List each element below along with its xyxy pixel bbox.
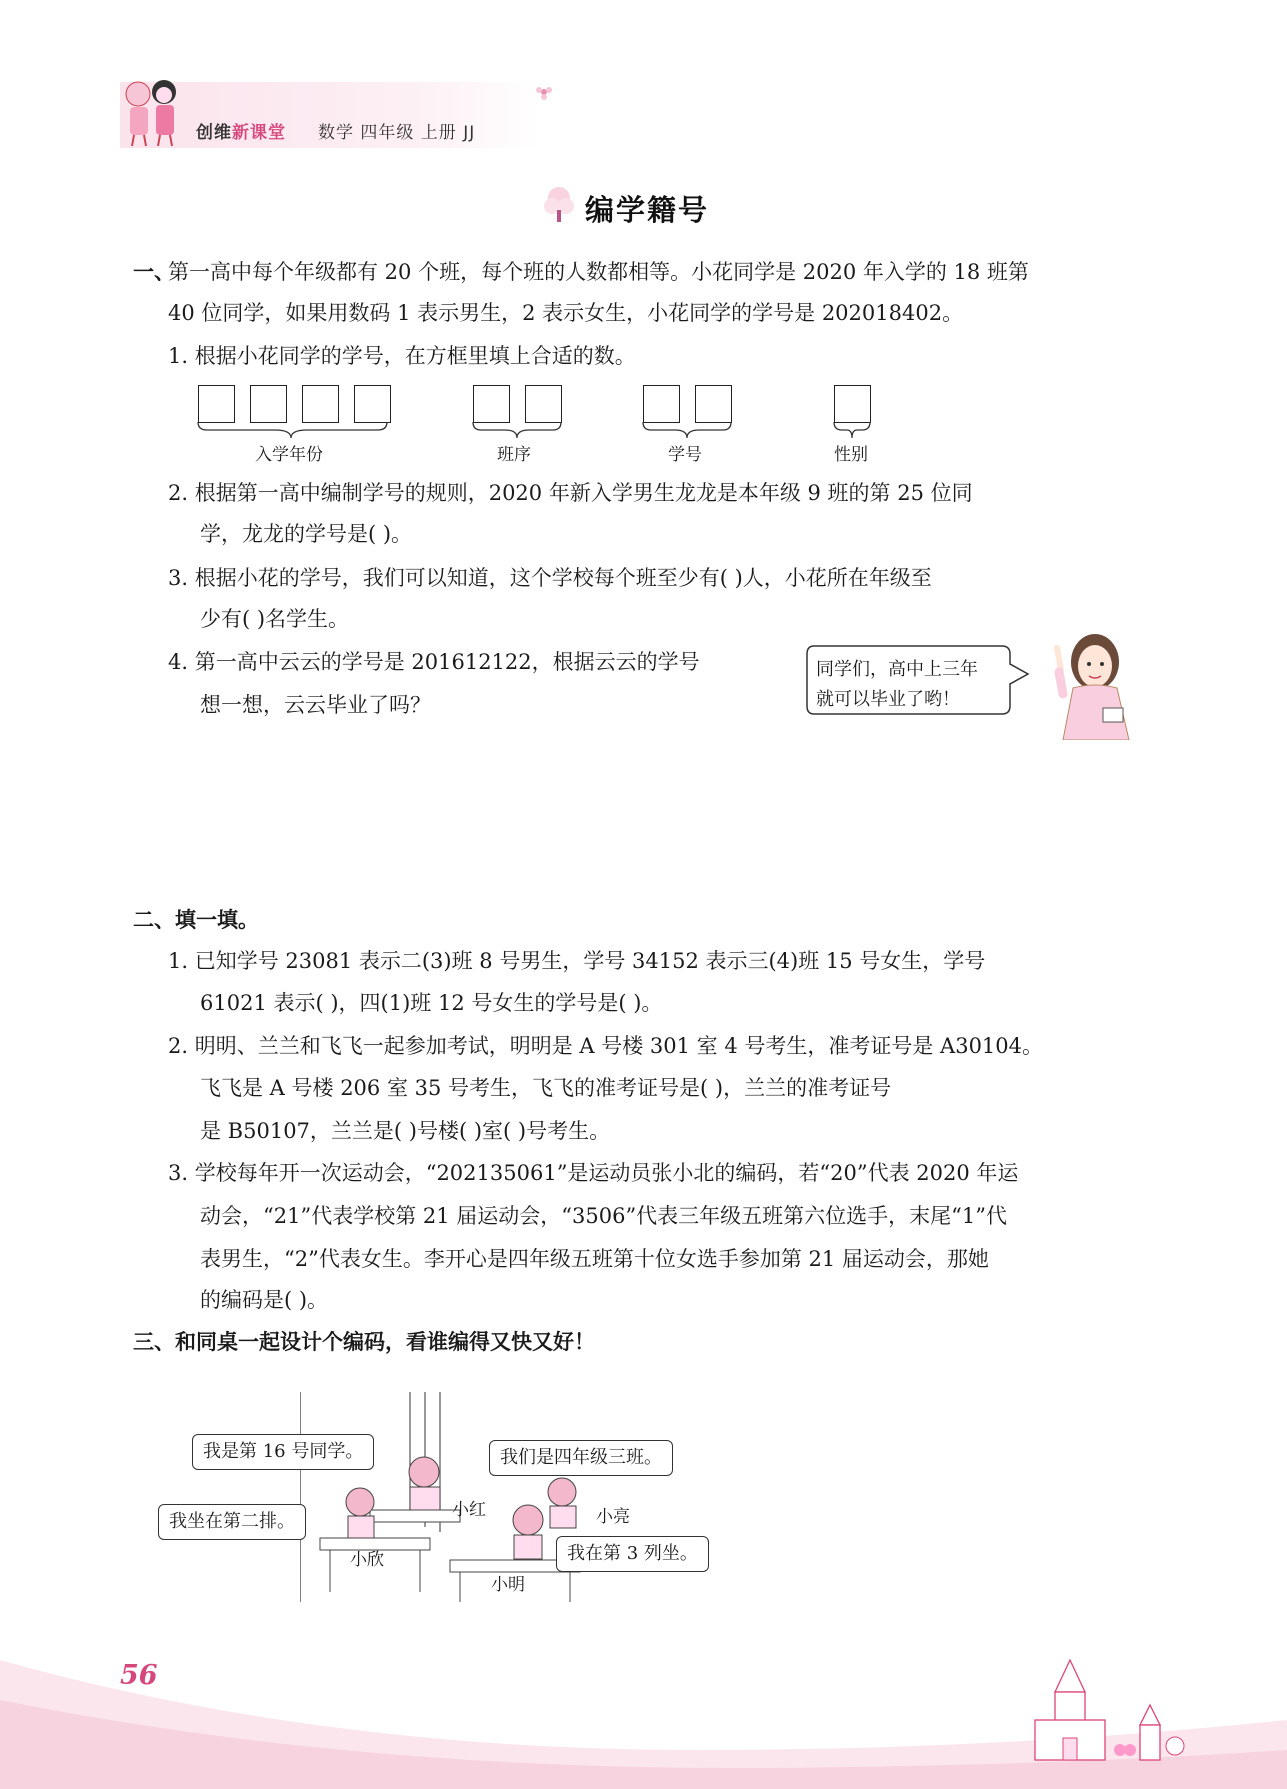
answer-box-number-2[interactable]: [695, 385, 732, 423]
s2-question-3d: 的编码是( )。: [200, 1288, 329, 1312]
teacher-illustration: [1045, 628, 1137, 740]
s2-question-1a: 1. 已知学号 23081 表示二(3)班 8 号男生，学号 34152 表示三(4)班 15 号女生，学号: [168, 949, 986, 973]
s2-question-2b: 飞飞是 A 号楼 206 室 35 号考生，飞飞的准考证号是( )，兰兰的准考证号: [200, 1076, 892, 1100]
s1-question-3b: 少有( )名学生。: [200, 607, 350, 631]
answer-box-year-3[interactable]: [302, 385, 339, 423]
answer-box-year-4[interactable]: [354, 385, 391, 423]
s1-question-4b: 想一想，云云毕业了吗？: [200, 693, 431, 717]
page-number: 56: [120, 1660, 158, 1691]
s1-question-4a: 4. 第一高中云云的学号是 201612122，根据云云的学号: [168, 650, 700, 674]
label-gender: 性别: [834, 445, 868, 465]
answer-box-gender[interactable]: [834, 385, 871, 423]
s2-question-1b: 61021 表示( )，四(1)班 12 号女生的学号是( )。: [200, 991, 663, 1015]
flower-icon: [534, 82, 554, 102]
bubble-student-16: 我是第 16 号同学。: [192, 1434, 374, 1470]
s2-question-3c: 表男生，“2”代表女生。李开心是四年级五班第十位女选手参加第 21 届运动会，那她: [200, 1247, 989, 1271]
girls-illustration: [116, 74, 194, 148]
section-3-heading: 三、和同桌一起设计个编码，看谁编得又快又好！: [133, 1330, 595, 1354]
s2-question-2a: 2. 明明、兰兰和飞飞一起参加考试，明明是 A 号楼 301 室 4 号考生，准考证号是 A30104。: [168, 1034, 1044, 1058]
answer-box-year-1[interactable]: [198, 385, 235, 423]
bubble-third-column: 我在第 3 列坐。: [556, 1536, 709, 1572]
book-subtitle: 数学 四年级 上册 JJ: [318, 123, 476, 143]
section-2-heading: 二、填一填。: [133, 908, 259, 932]
name-xiaoliang: 小亮: [596, 1507, 630, 1527]
page-title: 编学籍号: [585, 193, 710, 227]
answer-box-number-1[interactable]: [643, 385, 680, 423]
s2-question-2c: 是 B50107，兰兰是( )号楼( )室( )号考生。: [200, 1119, 611, 1143]
name-xiaoxin: 小欣: [350, 1550, 384, 1570]
bubble-second-row: 我坐在第二排。: [158, 1504, 306, 1540]
label-number: 学号: [668, 445, 702, 465]
s1-question-1: 1. 根据小花同学的学号，在方框里填上合适的数。: [168, 344, 636, 368]
label-class: 班序: [497, 445, 531, 465]
s2-question-3a: 3. 学校每年开一次运动会，“202135061”是运动员张小北的编码，若“20”代表 2020 年运: [168, 1161, 1019, 1185]
s1-question-3a: 3. 根据小花的学号，我们可以知道，这个学校每个班至少有( )人，小花所在年级至: [168, 566, 932, 590]
s1-intro-line1: 第一高中每个年级都有 20 个班，每个班的人数都相等。小花同学是 2020 年入学的 18 班第: [168, 260, 1029, 284]
section-1-heading: 一、: [133, 260, 175, 284]
teacher-bubble-text: [816, 655, 978, 715]
answer-box-year-2[interactable]: [250, 385, 287, 423]
s1-question-2b: 学，龙龙的学号是( )。: [200, 522, 413, 546]
answer-box-class-1[interactable]: [473, 385, 510, 423]
brand: 创维新课堂: [196, 123, 286, 143]
tree-icon: [540, 184, 578, 224]
name-xiaohong: 小红: [452, 1500, 486, 1520]
castle-illustration: [1000, 1650, 1190, 1770]
answer-box-class-2[interactable]: [525, 385, 562, 423]
label-enroll-year: 入学年份: [255, 445, 323, 465]
s1-question-2a: 2. 根据第一高中编制学号的规则，2020 年新入学男生龙龙是本年级 9 班的第 25 位同: [168, 481, 973, 505]
s2-question-3b: 动会，“21”代表学校第 21 届运动会，“3506”代表三年级五班第六位选手，末尾“1”代: [200, 1204, 1008, 1228]
s1-intro-line2: 40 位同学，如果用数码 1 表示男生，2 表示女生，小花同学的学号是 202018402。: [168, 301, 964, 325]
teacher-bubble-line-1: 同学们，高中上三年: [816, 659, 978, 680]
name-xiaoming: 小明: [491, 1575, 525, 1595]
bubble-class-four-three: 我们是四年级三班。: [489, 1440, 673, 1476]
teacher-bubble-line-2: 就可以毕业了哟！: [816, 689, 960, 710]
